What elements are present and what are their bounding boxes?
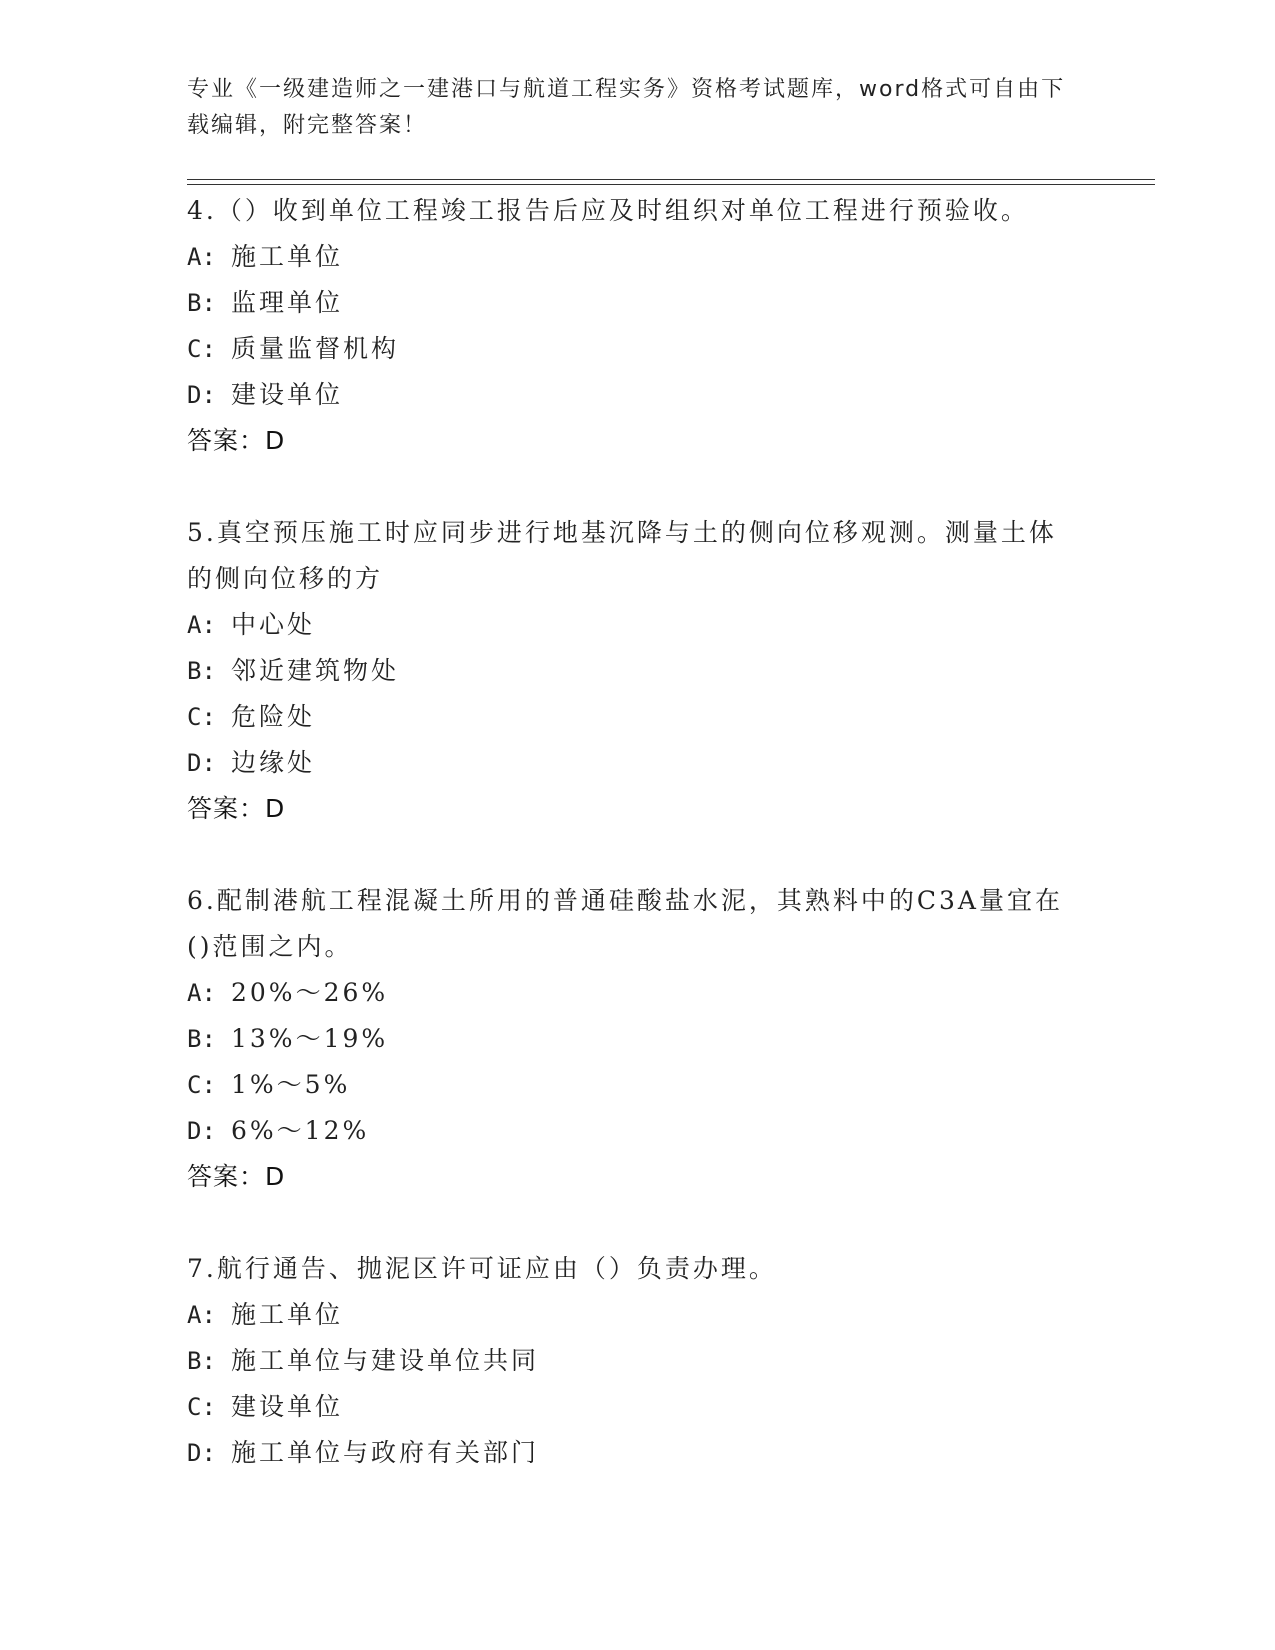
option-letter: A: (187, 243, 216, 271)
option-c (187, 326, 1087, 372)
option-letter: B: (187, 1347, 216, 1375)
option-a (187, 1292, 1087, 1338)
option-text: 施工单位与政府有关部门 (231, 1438, 540, 1467)
option-letter: A: (187, 611, 216, 639)
option-text: 13%～19% (231, 1024, 389, 1053)
option-letter: D: (187, 749, 216, 777)
option-b (187, 1016, 1087, 1062)
option-letter: C: (187, 703, 216, 731)
option-letter: B: (187, 657, 216, 685)
option-d (187, 740, 1087, 786)
question-7 (187, 1246, 1087, 1476)
option-text: 中心处 (231, 610, 316, 639)
option-text: 施工单位与建设单位共同 (231, 1346, 540, 1375)
header-divider-bottom (187, 184, 1155, 185)
option-a (187, 970, 1087, 1016)
option-text: 邻近建筑物处 (231, 656, 400, 685)
question-list (187, 188, 1087, 1522)
option-letter: D: (187, 381, 216, 409)
option-text: 监理单位 (231, 288, 344, 317)
document-header: 专业《一级建造师之一建港口与航道工程实务》资格考试题库，word格式可自由下载编辑，附完整答案！ (187, 77, 1066, 138)
option-b (187, 648, 1087, 694)
option-d (187, 372, 1087, 418)
option-b (187, 280, 1087, 326)
question-6 (187, 878, 1087, 1200)
option-letter: B: (187, 1025, 216, 1053)
option-d (187, 1430, 1087, 1476)
option-letter: C: (187, 1071, 216, 1099)
option-letter: C: (187, 1393, 216, 1421)
question-stem: 4.（）收到单位工程竣工报告后应及时组织对单位工程进行预验收。 (187, 196, 1029, 225)
question-4 (187, 188, 1087, 464)
option-text: 施工单位 (231, 1300, 344, 1329)
option-a (187, 234, 1087, 280)
option-text: 边缘处 (231, 748, 316, 777)
option-c (187, 1062, 1087, 1108)
option-text: 建设单位 (231, 380, 344, 409)
question-5 (187, 510, 1087, 832)
option-text: 1%～5% (231, 1070, 351, 1099)
option-text: 质量监督机构 (231, 334, 400, 363)
option-d (187, 1108, 1087, 1154)
option-a (187, 602, 1087, 648)
option-text: 建设单位 (231, 1392, 344, 1421)
option-letter: C: (187, 335, 216, 363)
question-stem: 7.航行通告、抛泥区许可证应由（）负责办理。 (187, 1254, 777, 1283)
option-text: 施工单位 (231, 242, 344, 271)
option-c (187, 1384, 1087, 1430)
option-letter: D: (187, 1439, 216, 1467)
question-stem: 5.真空预压施工时应同步进行地基沉降与土的侧向位移观测。测量土体的侧向位移的方 (187, 518, 1057, 593)
option-letter: A: (187, 1301, 216, 1329)
option-text: 6%～12% (231, 1116, 370, 1145)
option-letter: A: (187, 979, 216, 1007)
option-text: 危险处 (231, 702, 316, 731)
option-b (187, 1338, 1087, 1384)
header-divider-top (187, 179, 1155, 180)
question-stem: 6.配制港航工程混凝土所用的普通硅酸盐水泥，其熟料中的C3A量宜在()范围之内。 (187, 886, 1063, 961)
option-letter: B: (187, 289, 216, 317)
answer-line: 答案：D (187, 1162, 286, 1191)
answer-line: 答案：D (187, 426, 286, 455)
option-letter: D: (187, 1117, 216, 1145)
answer-line: 答案：D (187, 794, 286, 823)
option-text: 20%～26% (231, 978, 389, 1007)
option-c (187, 694, 1087, 740)
